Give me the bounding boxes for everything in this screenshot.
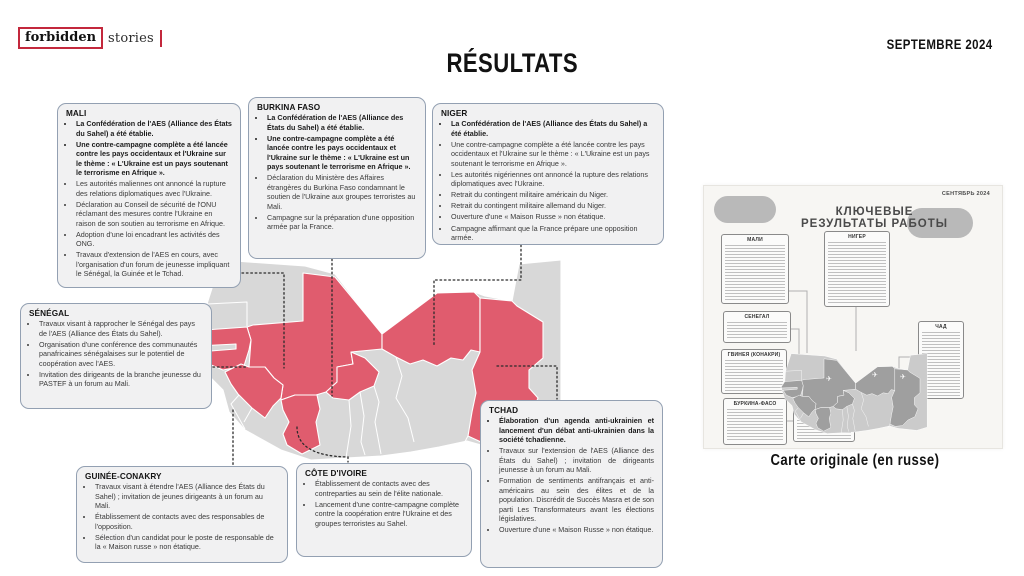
bullet-item: • Déclaration du Ministère des Affaires étrangères du Burkina Faso condamnant le soutien de l'Ukraine aux groupes terroristes au Mali.	[266, 173, 417, 211]
caption-text: Carte originale (en russe)	[770, 452, 940, 469]
box-title: SÉNÉGAL	[29, 309, 70, 318]
bullet-item: • Une contre-campagne complète a été lancée contre les pays occidentaux et l'Ukraine sur le thème : « L'Ukraine est un pays soutenant le terrorisme en Afrique ».	[266, 134, 417, 172]
illegible-text-lines	[725, 360, 783, 391]
russian-title-line1: КЛЮЧЕВЫЕ	[835, 206, 914, 218]
airplane-icon: ✈	[872, 372, 878, 379]
info-box-tchad	[480, 400, 663, 568]
bullet-item: • Campagne affirmant que la France prépare une opposition armée.	[450, 224, 655, 243]
bullet-item: • Les autorités nigériennes ont annoncé la rupture des relations diplomatiques avec l'Ukraine.	[450, 170, 655, 189]
bullet-item: • Élaboration d'un agenda anti-ukrainien et lancement d'un débat anti-ukrainien dans la société tchadienne.	[498, 416, 654, 445]
bullet-item: • Ouverture d'une « Maison Russe » non étatique.	[450, 212, 655, 222]
bullet-item: • Travaux visant à étendre l'AES (Alliance des États du Sahel) ; invitation de jeunes dirigeants à un forum au Mali.	[94, 482, 279, 511]
bullet-item: • Lancement d'une contre-campagne complète contre la coopération entre l'Ukraine et des groupes terroristes au Sahel.	[314, 500, 463, 529]
box-title: TCHAD	[489, 406, 519, 415]
logo-stories: stories	[108, 30, 154, 46]
bullet-item: • La Confédération de l'AES (Alliance des États du Sahel) a été établie.	[75, 119, 232, 138]
box-title: NIGER	[441, 109, 468, 118]
russian-box-title: ЧАД	[935, 324, 947, 330]
bullet-item: • Établissement de contacts avec des contreparties au sein de l'élite nationale.	[314, 479, 463, 498]
bullet-list	[83, 482, 279, 552]
illegible-text-lines	[828, 242, 886, 304]
info-box-niger	[432, 103, 664, 245]
russian-box-title: ГВИНЕЯ (КОНАКРИ)	[727, 352, 781, 358]
bullet-item: • Ouverture d'une « Maison Russe » non étatique.	[498, 525, 654, 535]
bullet-list	[64, 119, 232, 279]
airplane-icon: ✈	[826, 376, 832, 383]
info-box-burkina-faso	[248, 97, 426, 259]
box-title: GUINÉE-CONAKRY	[85, 472, 162, 481]
russian-box-title: БУРКИНА-ФАСО	[733, 401, 777, 407]
info-box-mali	[57, 103, 241, 288]
page-title	[362, 48, 662, 79]
info-box-cote-divoire	[296, 463, 472, 557]
bullet-item: • Retrait du contingent militaire allemand du Niger.	[450, 201, 655, 211]
map-country-niger	[382, 292, 480, 366]
date-label	[875, 36, 1004, 52]
russian-original-map-panel	[703, 185, 1003, 449]
russian-box-title: СЕНЕГАЛ	[744, 314, 770, 320]
box-title: CÔTE D'IVOIRE	[305, 469, 367, 478]
airplane-icon: ✈	[900, 374, 906, 381]
bullet-list	[439, 119, 655, 243]
russian-map-caption	[740, 452, 970, 470]
bullet-item: • Une contre-campagne complète a été lancée contre les pays occidentaux et l'Ukraine sur le thème : « L'Ukraine est un pays soutenant le terrorisme en Afrique ».	[450, 140, 655, 169]
bullet-item: • Une contre-campagne complète a été lancée contre les pays occidentaux et l'Ukraine sur le thème : « L'Ukraine est un pays soutenant le terrorisme en Afrique ».	[75, 140, 232, 178]
bullet-item: • Retrait du contingent militaire américain du Niger.	[450, 190, 655, 200]
bullet-item: • Organisation d'une conférence des communautés panafricaines sénégalaises sur le potentiel de coopération avec l'AES.	[38, 340, 203, 369]
bullet-list	[27, 319, 203, 389]
bullet-list	[255, 113, 417, 232]
illegible-text-lines	[727, 409, 783, 442]
bullet-list	[303, 479, 463, 528]
bullet-item: • Travaux sur l'extension de l'AES (Alliance des États du Sahel) ; invitation de dirigeants jeunesse à un forum au Mali.	[498, 446, 654, 475]
russian-box-niger	[824, 231, 890, 307]
box-title: BURKINA FASO	[257, 103, 321, 112]
page-title-text: RÉSULTATS	[446, 48, 578, 78]
bullet-item: • Adoption d'une loi encadrant les activités des ONG.	[75, 230, 232, 249]
forbidden-stories-logo	[18, 27, 162, 49]
bullet-item: • Formation de sentiments antifrançais et anti-américains au sein des élites et de la population. Discrédit de Succès Masra et de son parti Les Transformateurs avant les élections législatives.	[498, 476, 654, 524]
bullet-item: • Déclaration au Conseil de sécurité de l'ONU réclamant des mesures contre l'Ukraine en raison de son soutien au terrorisme en Afrique.	[75, 200, 232, 229]
russian-date-label: СЕНТЯБРЬ 2024	[941, 191, 990, 197]
bullet-item: • Travaux d'extension de l'AES en cours, avec l'organisation d'un forum de jeunesse impliquant le Sénégal, la Guinée et le Tchad.	[75, 250, 232, 279]
russian-box-title: МАЛИ	[747, 237, 763, 243]
bullet-item: • Établissement de contacts avec des responsables de l'opposition.	[94, 512, 279, 531]
russian-box-senegal	[723, 311, 791, 343]
date-text: SEPTEMBRE 2024	[886, 36, 993, 52]
russian-box-title: НИГЕР	[848, 234, 866, 240]
logo-red-bar-icon	[160, 30, 162, 47]
bullet-item: • Sélection d'un candidat pour le poste de responsable de la « Maison russe » non étatique.	[94, 533, 279, 552]
bullet-item: • La Confédération de l'AES (Alliance des États du Sahel) a été établie.	[450, 119, 655, 138]
bullet-item: • Travaux visant à rapprocher le Sénégal des pays de l'AES (Alliance des États du Sahel).	[38, 319, 203, 338]
illegible-text-lines	[727, 322, 787, 340]
russian-box-mali	[721, 234, 789, 304]
bullet-item: • La Confédération de l'AES (Alliance des États du Sahel) a été établie.	[266, 113, 417, 132]
russian-mini-map	[776, 348, 928, 436]
illegible-text-lines	[725, 245, 785, 301]
info-box-guinee-conakry	[76, 466, 288, 563]
bullet-item: • Les autorités maliennes ont annoncé la rupture des relations diplomatiques avec l'Ukraine.	[75, 179, 232, 198]
box-title: MALI	[66, 109, 87, 118]
logo-forbidden: forbidden	[18, 27, 103, 49]
bullet-item: • Invitation des dirigeants de la branche jeunesse du PASTEF à un forum au Mali.	[38, 370, 203, 389]
bullet-list	[487, 416, 654, 535]
russian-title-line2: РЕЗУЛЬТАТЫ РАБОТЫ	[801, 218, 948, 231]
russian-mini-map-svg	[776, 348, 928, 436]
info-box-senegal	[20, 303, 212, 409]
bullet-item: • Campagne sur la préparation d'une opposition armée par la France.	[266, 213, 417, 232]
